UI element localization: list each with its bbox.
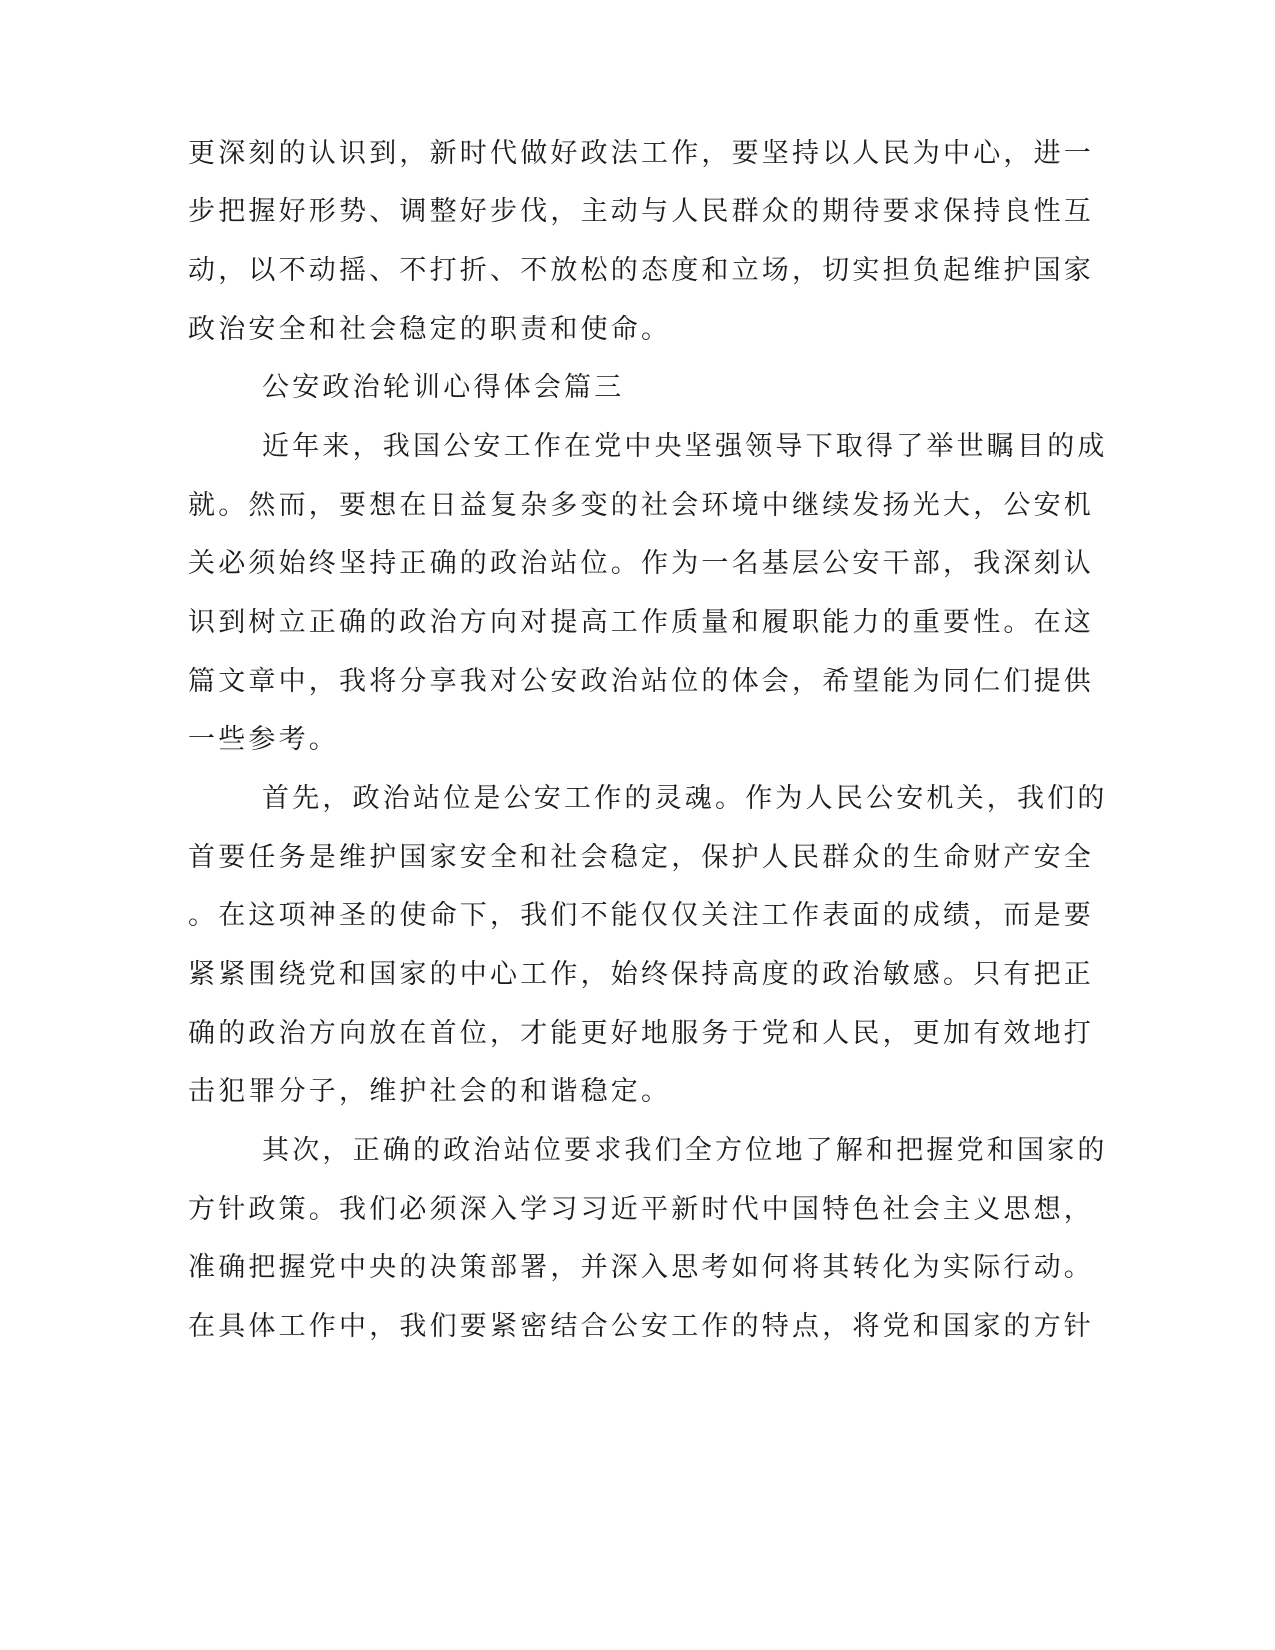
body-line: 识到树立正确的政治方向对提高工作质量和履职能力的重要性。在这 [188,607,1094,638]
body-line: 击犯罪分子，维护社会的和谐稳定。 [188,1076,672,1107]
body-line: 动，以不动摇、不打折、不放松的态度和立场，切实担负起维护国家 [188,255,1094,286]
body-line: 篇文章中，我将分享我对公安政治站位的体会，希望能为同仁们提供 [188,666,1094,697]
body-line: 一些参考。 [188,724,339,755]
body-line: 政治安全和社会稳定的职责和使命。 [188,314,672,345]
body-line: 首先，政治站位是公安工作的灵魂。作为人民公安机关，我们的 [262,783,1108,814]
body-line: 确的政治方向放在首位，才能更好地服务于党和人民，更加有效地打 [188,1018,1094,1049]
body-line: 首要任务是维护国家安全和社会稳定，保护人民群众的生命财产安全 [188,842,1094,873]
body-line: 步把握好形势、调整好步伐，主动与人民群众的期待要求保持良性互 [188,196,1094,227]
body-line: 在具体工作中，我们要紧密结合公安工作的特点，将党和国家的方针 [188,1311,1094,1342]
body-line: 。在这项神圣的使命下，我们不能仅仅关注工作表面的成绩，而是要 [188,900,1094,931]
body-line: 就。然而，要想在日益复杂多变的社会环境中继续发扬光大，公安机 [188,490,1094,521]
body-line: 方针政策。我们必须深入学习习近平新时代中国特色社会主义思想， [188,1194,1094,1225]
body-line: 紧紧围绕党和国家的中心工作，始终保持高度的政治敏感。只有把正 [188,959,1094,990]
body-line: 更深刻的认识到，新时代做好政法工作，要坚持以人民为中心，进一 [188,138,1094,169]
body-line: 关必须始终坚持正确的政治站位。作为一名基层公安干部，我深刻认 [188,548,1094,579]
body-line: 其次，正确的政治站位要求我们全方位地了解和把握党和国家的 [262,1135,1108,1166]
section-heading: 公安政治轮训心得体会篇三 [262,372,625,403]
body-line: 近年来，我国公安工作在党中央坚强领导下取得了举世瞩目的成 [262,431,1108,462]
body-line: 准确把握党中央的决策部署，并深入思考如何将其转化为实际行动。 [188,1252,1094,1283]
